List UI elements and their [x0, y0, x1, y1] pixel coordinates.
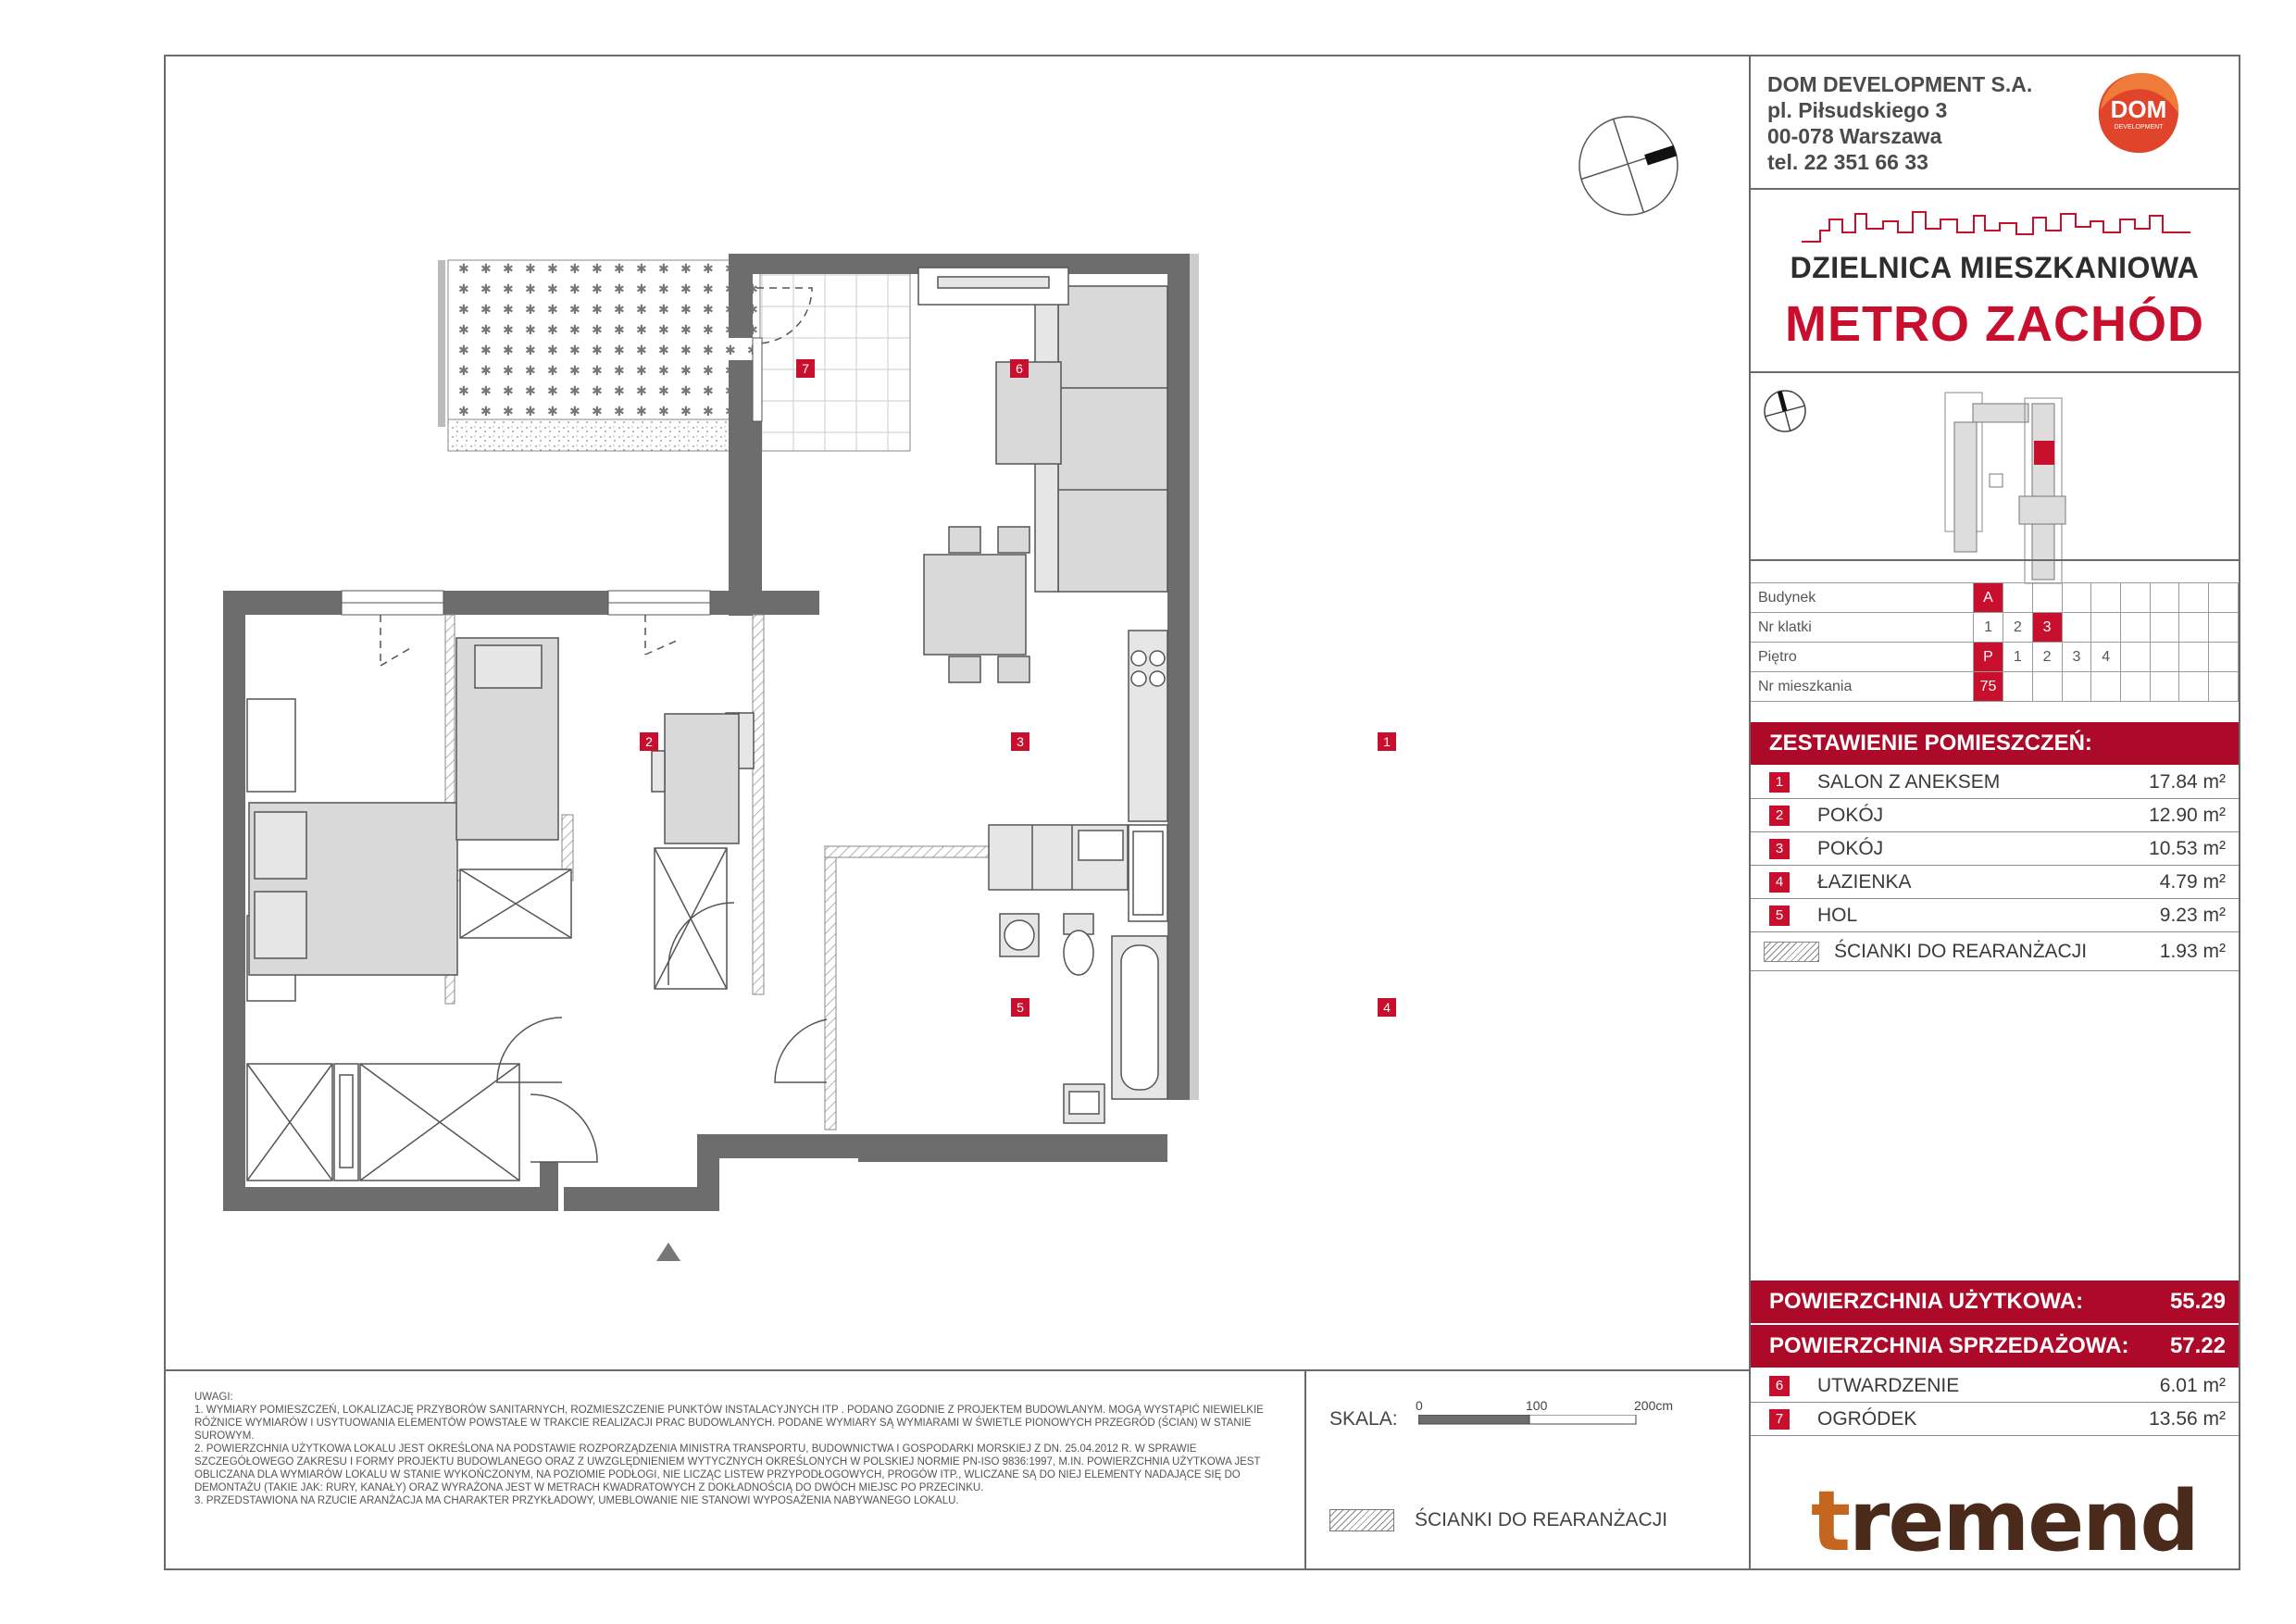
plan-tag-7: 7 [796, 359, 815, 378]
dom-development-logo [2095, 69, 2182, 156]
north-compass-icon [1579, 117, 1678, 215]
rearrangement-row: ŚCIANKI DO REARANŻACJI 1.93 m² [1751, 932, 2239, 971]
legend-hatch-swatch [1329, 1509, 1394, 1531]
row-klatka: Nr klatki 1 2 3 [1751, 613, 2239, 643]
note-item: 3. PRZEDSTAWIONA NA RZUCIE ARANŻACJA MA CHARAKTER PRZYKŁADOWY, UMEBLOWANIE NIE STANOWI WYPOSAŻENIA NABYWANEGO LOKALU. [194, 1495, 959, 1506]
unit-info-table [1751, 582, 2239, 702]
room-row: 3 POKÓJ 10.53 m² [1751, 832, 2239, 866]
scale-tick-200: 200cm [1634, 1398, 1674, 1413]
row-mieszkanie: Nr mieszkania 75 [1751, 672, 2239, 702]
notes-divider [164, 1369, 1749, 1371]
project-subtitle: DZIELNICA MIESZKANIOWA [1790, 251, 2200, 284]
room-row: 2 POKÓJ 12.90 m² [1751, 799, 2239, 832]
note-item: 1. WYMIARY POMIESZCZEŃ, LOKALIZACJĘ PRZYBORÓW SANITARNYCH, ROZMIESZCZENIE PUNKTÓW INSTALACYJNYCH ITP . PODANO ZGODNIE Z PROJEKTEM BUDOWLANYM. MOGĄ WYSTĄPIĆ NIEWIELKIE RÓŻNICE WYMIARÓW I USYTUOWANIA ELEMENTÓW POWSTAŁE W TRAKCIE REALIZACJI PRAC BUDOWLANYCH. PODANE WYMIARY SĄ WYMIARAMI W ŚWIETLE PIONOWYCH PRZEGRÓD (ŚCIAN) W STANIE SUROWYM. [194, 1405, 1264, 1442]
rooms-header: ZESTAWIENIE POMIESZCZEŃ: [1751, 722, 2239, 765]
rooms-list [1751, 766, 2239, 971]
svg-text:DEVELOPMENT: DEVELOPMENT [2114, 124, 2164, 131]
hatch-swatch [1764, 942, 1819, 962]
plan-tag-3: 3 [1011, 732, 1029, 751]
plan-tag-5: 5 [1011, 998, 1029, 1017]
row-pietro: Piętro P 1 2 3 4 [1751, 643, 2239, 672]
total-usable-area: POWIERZCHNIA UŻYTKOWA: 55.29 [1751, 1280, 2239, 1323]
plan-tag-2: 2 [640, 732, 658, 751]
plan-tag-4: 4 [1378, 998, 1396, 1017]
tremend-logo: tremend [1811, 1473, 2198, 1570]
extras-list [1751, 1369, 2239, 1436]
small-compass-icon [1762, 385, 1808, 437]
scale-label: SKALA: [1329, 1408, 1398, 1430]
skyline-graphic [1802, 205, 2190, 251]
scale-tick-100: 100 [1526, 1398, 1548, 1413]
company-city: 00-078 Warszawa [1767, 124, 1942, 148]
company-address [1767, 71, 2032, 175]
floor-plan [164, 55, 1749, 1369]
room-row: 1 SALON Z ANEKSEM 17.84 m² [1751, 766, 2239, 799]
svg-text:DOM: DOM [2110, 95, 2167, 123]
legend-label: ŚCIANKI DO REARANŻACJI [1415, 1509, 1668, 1530]
note-item: 2. POWIERZCHNIA UŻYTKOWA LOKALU JEST OKREŚLONA NA PODSTAWIE ROZPORZĄDZENIA MINISTRA TRANSPORTU, BUDOWNICTWA I GOSPODARKI MORSKIEJ Z DN. 25.04.2012 R. W SPRAWIE SZCZEGÓŁOWEGO ZAKRESU I FORMY PROJEKTU BUDOWLANEGO ORAZ Z UWZGLĘDNIENIEM WYTYCZNYCH OKREŚLONYCH W POLSKIEJ NORMIE PN-ISO 9836:1997, M.IN. POWIERZCHNIA UŻYTKOWA JEST OBLICZANA DLA WYMIARÓW LOKALU W STANIE WYKOŃCZONYM, NA POZIOMIE PODŁOGI, NIE LICZĄC LISTEW PRZYPODŁOGOWYCH, PROGÓW ITP., WLICZANE SĄ DO NIEJ ELEMENTY NADAJĄCE SIĘ DO DEMONTAŻU (TAKIE JAK: RURY, KANAŁY) ORAZ WYRAŻONA JEST W METRACH KWADRATOWYCH Z DOKŁADNOŚCIĄ DO DWÓCH MIEJSC PO PRZECINKU. [194, 1443, 1261, 1493]
notes-title: UWAGI: [194, 1392, 233, 1403]
terrace-area [760, 260, 910, 451]
extra-row: 7 OGRÓDEK 13.56 m² [1751, 1403, 2239, 1436]
company-street: pl. Piłsudskiego 3 [1767, 98, 1948, 122]
plan-tag-1: 1 [1378, 732, 1396, 751]
extra-row: 6 UTWARDZENIE 6.01 m² [1751, 1369, 2239, 1403]
building-keyplan [1936, 385, 2103, 607]
company-name: DOM DEVELOPMENT S.A. [1767, 72, 2033, 96]
room-row: 5 HOL 9.23 m² [1751, 899, 2239, 932]
info-panel [1751, 56, 2239, 1568]
plan-tag-6: 6 [1010, 359, 1029, 378]
scale-divider [1304, 1369, 1306, 1570]
project-title: METRO ZACHÓD [1785, 296, 2204, 352]
row-budynek: Budynek A [1751, 583, 2239, 613]
garden-area [448, 260, 760, 419]
company-phone: tel. 22 351 66 33 [1767, 150, 1928, 174]
total-sale-area: POWIERZCHNIA SPRZEDAŻOWA: 57.22 [1751, 1325, 2239, 1368]
entrance-marker-icon [656, 1243, 680, 1261]
scale-bar [1418, 1415, 1641, 1428]
room-row: 4 ŁAZIENKA 4.79 m² [1751, 866, 2239, 899]
scale-tick-0: 0 [1416, 1398, 1423, 1413]
notes-block [194, 1391, 1287, 1507]
